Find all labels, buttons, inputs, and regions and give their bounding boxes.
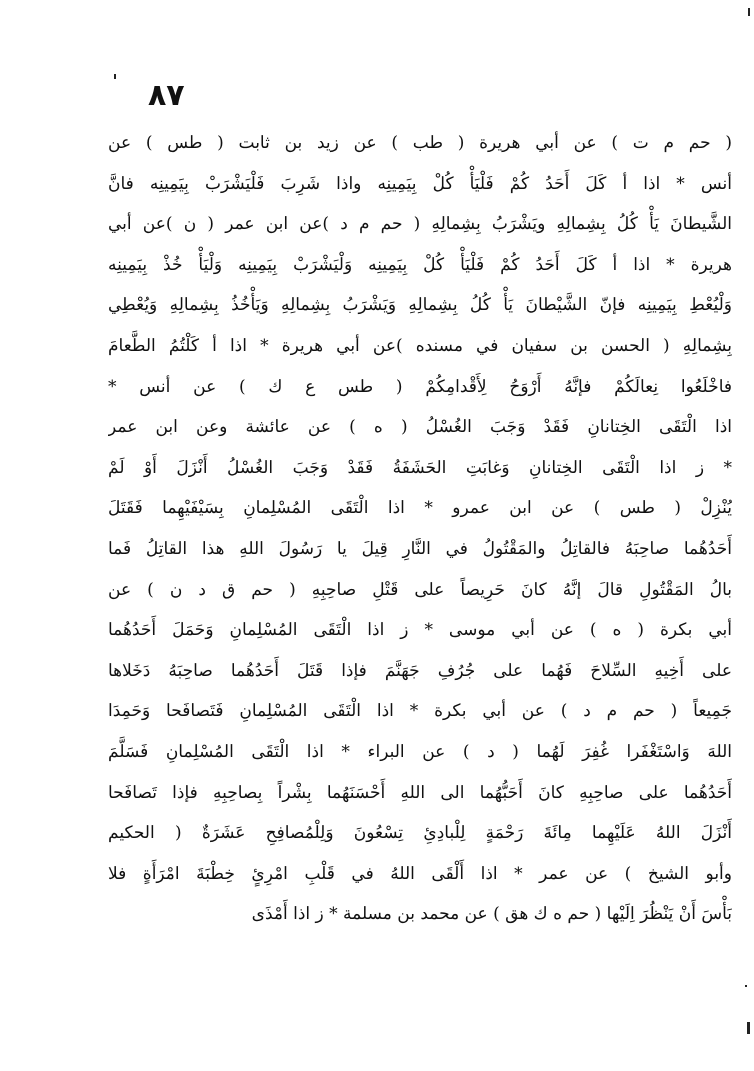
text-line: جَمِيعاً ( حم م د ) عن أبي بكرة * اذا الْتَقَى المُسْلِمانِ فَتَصافَحا وَحَمِدَا (108, 701, 732, 722)
scan-speck (747, 1022, 750, 1034)
text-line: أَحَدُهُما صاحِبَهُ فالقاتِلُ والمَقْتُولُ في النَّارِ قِيلَ يا رَسُولَ اللهِ هذا القاتِلُ فَما (108, 538, 732, 559)
text-line: أبي بكرة ( ه ) عن أبي موسى * ز اذا الْتَقَى المُسْلِمانِ وَحَمَلَ أَحَدُهُما (108, 620, 732, 641)
text-line: على أَخِيهِ السِّلاحَ فَهُما على جُرُفِ جَهَنَّمَ فإذا قَتَلَ أَحَدُهُما صاحِبَهُ دَخَلاها (108, 660, 732, 681)
text-line: * ز اذا الْتَقَى الخِتانانِ وَغابَتِ الحَشَفَةُ فَقَدْ وَجَبَ الغُسْلُ أَنْزَلَ أَوْ لَمْ (108, 457, 732, 478)
text-line: أَحَدُهُما على صاحِبِهِ كانَ أَحَبُّهُما الى اللهِ أَحْسَنَهُما بِشْراً بِصاحِبِهِ فإذا تَصافَحا (108, 782, 732, 803)
hadith-text-block (108, 123, 732, 935)
text-line: بَأْسَ أَنْ يَنْظُرَ اِلَيْها ( حم ه ك هق ) عن محمد بن مسلمة * ز اذا أَمْذَى (251, 904, 732, 925)
scan-speck (745, 985, 747, 987)
text-line: أَنْزَلَ اللهُ عَلَيْهِما مِائَةَ رَحْمَةٍ لِلْبادِئِ تِسْعُونَ وَلِلْمُصافِحِ عَشَرَةٌ ( الحكيم (108, 823, 732, 844)
text-line: هريرة * اذا أ كَلَ أَحَدُ كُمْ فَلْيَأْ كُلْ بِيَمِينِه وَلْيَشْرَبْ بِيَمِينِه وَلْيَأْ خُذْ بِيَمِينِه (108, 254, 732, 275)
text-line: الشَّيطانَ يَأْ كُلُ بِشِمالِهِ ويَشْرَبُ بِشِمالِهِ ( حم م د )عن ابن عمر ( ن )عن أبي (108, 214, 732, 235)
text-line: اللهَ وَاسْتَغْفَرا غُفِرَ لَهُما ( د ) عن البراء * اذا الْتَقَى المُسْلِمانِ فَسَلَّمَ (108, 741, 732, 762)
page-number: ٨٧ (148, 78, 185, 113)
text-line: وأبو الشيخ ) عن عمر * اذا أَلْقَى اللهُ في قَلْبِ امْرِئٍ خِطْبَةَ امْرَأَةٍ فلا (108, 863, 732, 884)
text-line: أنس * اذا أ كَلَ أَحَدُ كُمْ فَلْيَأْ كُلْ بِيَمِينِه واذا شَرِبَ فَلْيَشْرَبْ بِيَمِينِه فانَّ (108, 173, 732, 194)
scan-speck (748, 8, 750, 16)
text-line: يُنْزِلْ ( طس ) عن ابن عمرو * اذا الْتَقَى المُسْلِمانِ بِسَيْفَيْهِما فَقَتَلَ (108, 498, 732, 519)
text-line: بالُ المَقْتُولِ قالَ إنَّهُ كانَ حَرِيصاً على قَتْلِ صاحِبِهِ ( حم ق د ن ) عن (108, 579, 732, 600)
text-line: اذا الْتَقَى الخِتانانِ فَقَدْ وَجَبَ الغُسْلُ ( ه ) عن عائشة وعن ابن عمر (108, 417, 732, 438)
scan-speck (114, 74, 116, 79)
text-line: ( حم م ت ) عن أبي هريرة ( طب ) عن زيد بن ثابت ( طس ) عن (108, 133, 732, 153)
text-line: وَلْيُعْطِ بِيَمِينِه فإنّ الشَّيْطانَ يَأْ كُلُ بِشِمالِهِ وَيَشْرَبُ بِشِمالِهِ وَيَأْخُذُ بِشِمالِهِ وَيُعْطِي (108, 295, 732, 316)
text-line: بِشِمالِهِ ( الحسن بن سفيان في مسنده )عن أبي هريرة * اذا أ كَلْتُمُ الطَّعامَ (108, 335, 732, 356)
text-line: فاخْلَعُوا نِعالَكُمْ فإنَّهُ أَرْوَحُ لِأَقْدامِكُمْ ( طس ع ك ) عن أنس * (108, 376, 732, 397)
